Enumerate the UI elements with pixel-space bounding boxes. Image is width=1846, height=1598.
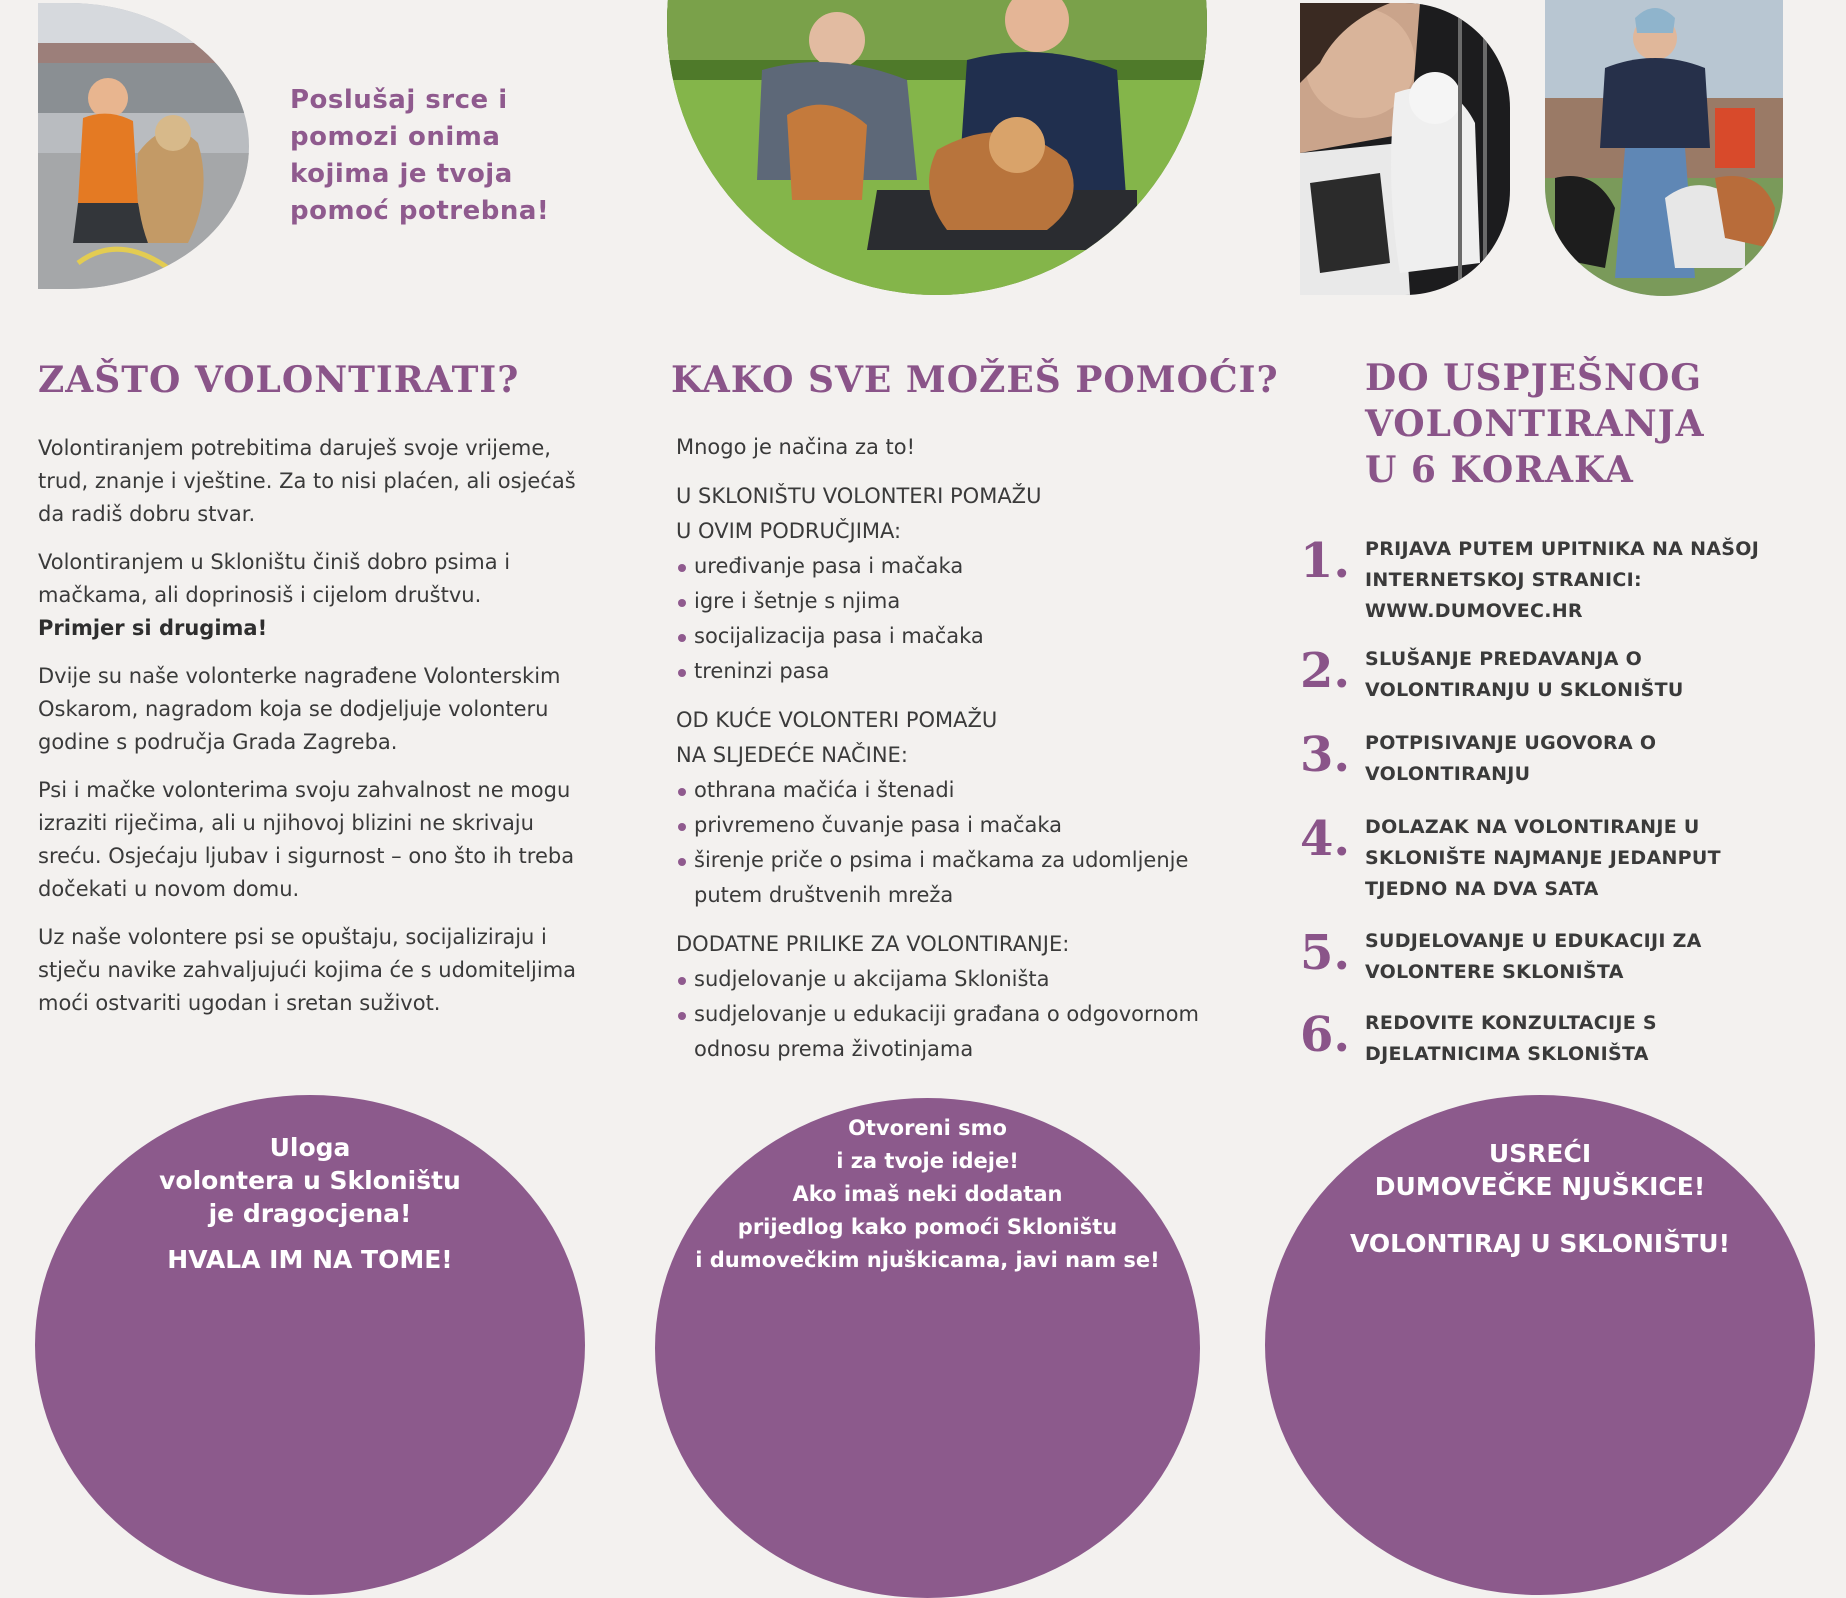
heading-line: DODATNE PRILIKE ZA VOLONTIRANJE: — [676, 932, 1070, 956]
callout-line: DUMOVEČKE NJUŠKICE! — [1374, 1172, 1706, 1201]
list-item: igre i šetnje s njima — [676, 584, 1236, 619]
step-item — [1300, 640, 1800, 724]
title-line: DO USPJEŠNOG — [1365, 357, 1703, 399]
subsection-heading — [676, 479, 1236, 549]
paragraph: Uz naše volontere psi se opuštaju, socijaliziraju i stječu navike zahvaljujući kojima će s udomiteljima moći ostvariti ugodan i sretan suživot. — [38, 925, 577, 1015]
list-item: othrana mačića i štenadi — [676, 773, 1236, 808]
callout-thanks: HVALA IM NA TOME! — [167, 1245, 453, 1274]
callout-text — [35, 1131, 585, 1230]
help-list-shelter — [676, 549, 1236, 689]
why-volunteer-text — [38, 432, 598, 1035]
step-text: POTPISIVANJE UGOVORA O VOLONTIRANJU — [1365, 732, 1657, 785]
callout-line: prijedlog kako pomoći Skloništu — [737, 1215, 1118, 1239]
tagline-line: kojima je tvoja — [290, 159, 513, 189]
callout-line: je dragocjena! — [208, 1199, 412, 1228]
tagline-line: pomoć potrebna! — [290, 196, 550, 226]
step-number: 1. — [1300, 533, 1351, 589]
paragraph-text: Volontiranjem u Skloništu činiš dobro psima i mačkama, ali doprinosiš i cijelom društvu. — [38, 550, 511, 607]
step-text: SLUŠANJE PREDAVANJA O VOLONTIRANJU U SKLONIŠTU — [1365, 648, 1684, 701]
heading-line: U OVIM PODRUČJIMA: — [676, 519, 902, 543]
step-item — [1300, 922, 1800, 1004]
callout-ideas — [655, 1098, 1200, 1598]
intro-text: Mnogo je načina za to! — [676, 435, 916, 459]
list-item: uređivanje pasa i mačaka — [676, 549, 1236, 584]
callout-text — [1265, 1137, 1815, 1203]
list-item: sudjelovanje u edukaciji građana o odgovornom odnosu prema životinjama — [676, 997, 1236, 1067]
list-item: širenje priče o psima i mačkama za udomljenje putem društvenih mreža — [676, 843, 1236, 913]
step-text: DOLAZAK NA VOLONTIRANJE U SKLONIŠTE NAJMANJE JEDANPUT TJEDNO NA DVA SATA — [1365, 816, 1721, 900]
subsection-heading — [676, 703, 1236, 773]
step-text: REDOVITE KONZULTACIJE S DJELATNICIMA SKLONIŠTA — [1365, 1012, 1657, 1065]
callout-line: Ako imaš neki dodatan — [792, 1182, 1063, 1206]
help-list-home — [676, 773, 1236, 913]
callout-line: Otvoreni smo — [848, 1116, 1007, 1140]
section-title-six-steps — [1365, 355, 1805, 493]
callout-line: USREĆI — [1488, 1139, 1592, 1168]
how-to-help-text — [676, 430, 1236, 1081]
subsection-heading — [676, 927, 1236, 962]
steps-list — [1300, 530, 1800, 1086]
callout-volunteer-role — [35, 1095, 585, 1595]
step-number: 4. — [1300, 811, 1351, 867]
step-item — [1300, 530, 1800, 640]
paragraph: Dvije su naše volonterke nagrađene Volonterskim Oskarom, nagradom koja se dodjeljuje volonteru godine s područja Grada Zagreba. — [38, 664, 561, 754]
heading-line: NA SLJEDEĆE NAČINE: — [676, 743, 908, 767]
list-item: treninzi pasa — [676, 654, 1236, 689]
paragraph — [38, 546, 598, 645]
step-item — [1300, 1004, 1800, 1086]
list-item: privremeno čuvanje pasa i mačaka — [676, 808, 1236, 843]
heading-line: OD KUĆE VOLONTERI POMAŽU — [676, 708, 998, 732]
section-title-how-to-help: KAKO SVE MOŽEŠ POMOĆI? — [671, 359, 1279, 401]
help-list-extra — [676, 962, 1236, 1067]
callout-cta-text: VOLONTIRAJ U SKLONIŠTU! — [1350, 1229, 1730, 1258]
callout-text — [655, 1112, 1200, 1277]
step-number: 3. — [1300, 727, 1351, 783]
step-number: 2. — [1300, 643, 1351, 699]
photo-youth-with-dogs — [667, 0, 1207, 295]
list-item: socijalizacija pasa i mačaka — [676, 619, 1236, 654]
step-item — [1300, 808, 1800, 922]
heading-line: U SKLONIŠTU VOLONTERI POMAŽU — [676, 484, 1042, 508]
section-title-why-volunteer: ZAŠTO VOLONTIRATI? — [38, 359, 520, 401]
photo-volunteer-with-dog — [38, 3, 249, 289]
tagline — [290, 82, 550, 230]
title-line: U 6 KORAKA — [1365, 449, 1634, 491]
callout-line: volontera u Skloništu — [159, 1166, 461, 1195]
callout-cta — [1265, 1095, 1815, 1595]
callout-line: i dumovečkim njuškicama, javi nam se! — [695, 1248, 1160, 1272]
callout-line: i za tvoje ideje! — [836, 1149, 1019, 1173]
photo-woman-with-cat — [1300, 3, 1510, 295]
step-number: 5. — [1300, 925, 1351, 981]
callout-line: Uloga — [269, 1133, 351, 1162]
title-line: VOLONTIRANJA — [1365, 403, 1705, 445]
paragraph-emphasis: Primjer si drugima! — [38, 616, 268, 640]
step-item — [1300, 724, 1800, 808]
tagline-line: Poslušaj srce i — [290, 85, 508, 115]
paragraph: Volontiranjem potrebitima daruješ svoje vrijeme, trud, znanje i vještine. Za to nisi plaćen, ali osjećaš da radiš dobru stvar. — [38, 436, 576, 526]
photo-walker-with-dogs — [1545, 0, 1783, 296]
step-number: 6. — [1300, 1007, 1351, 1063]
paragraph: Psi i mačke volonterima svoju zahvalnost ne mogu izraziti riječima, ali u njihovoj blizini ne skrivaju sreću. Osjećaju ljubav i sigurnost – ono što ih treba dočekati u novom domu. — [38, 778, 575, 901]
step-text: PRIJAVA PUTEM UPITNIKA NA NAŠOJ INTERNETSKOJ STRANICI: WWW.DUMOVEC.HR — [1365, 538, 1760, 622]
list-item: sudjelovanje u akcijama Skloništa — [676, 962, 1236, 997]
tagline-line: pomozi onima — [290, 122, 501, 152]
step-text: SUDJELOVANJE U EDUKACIJI ZA VOLONTERE SKLONIŠTA — [1365, 930, 1702, 983]
